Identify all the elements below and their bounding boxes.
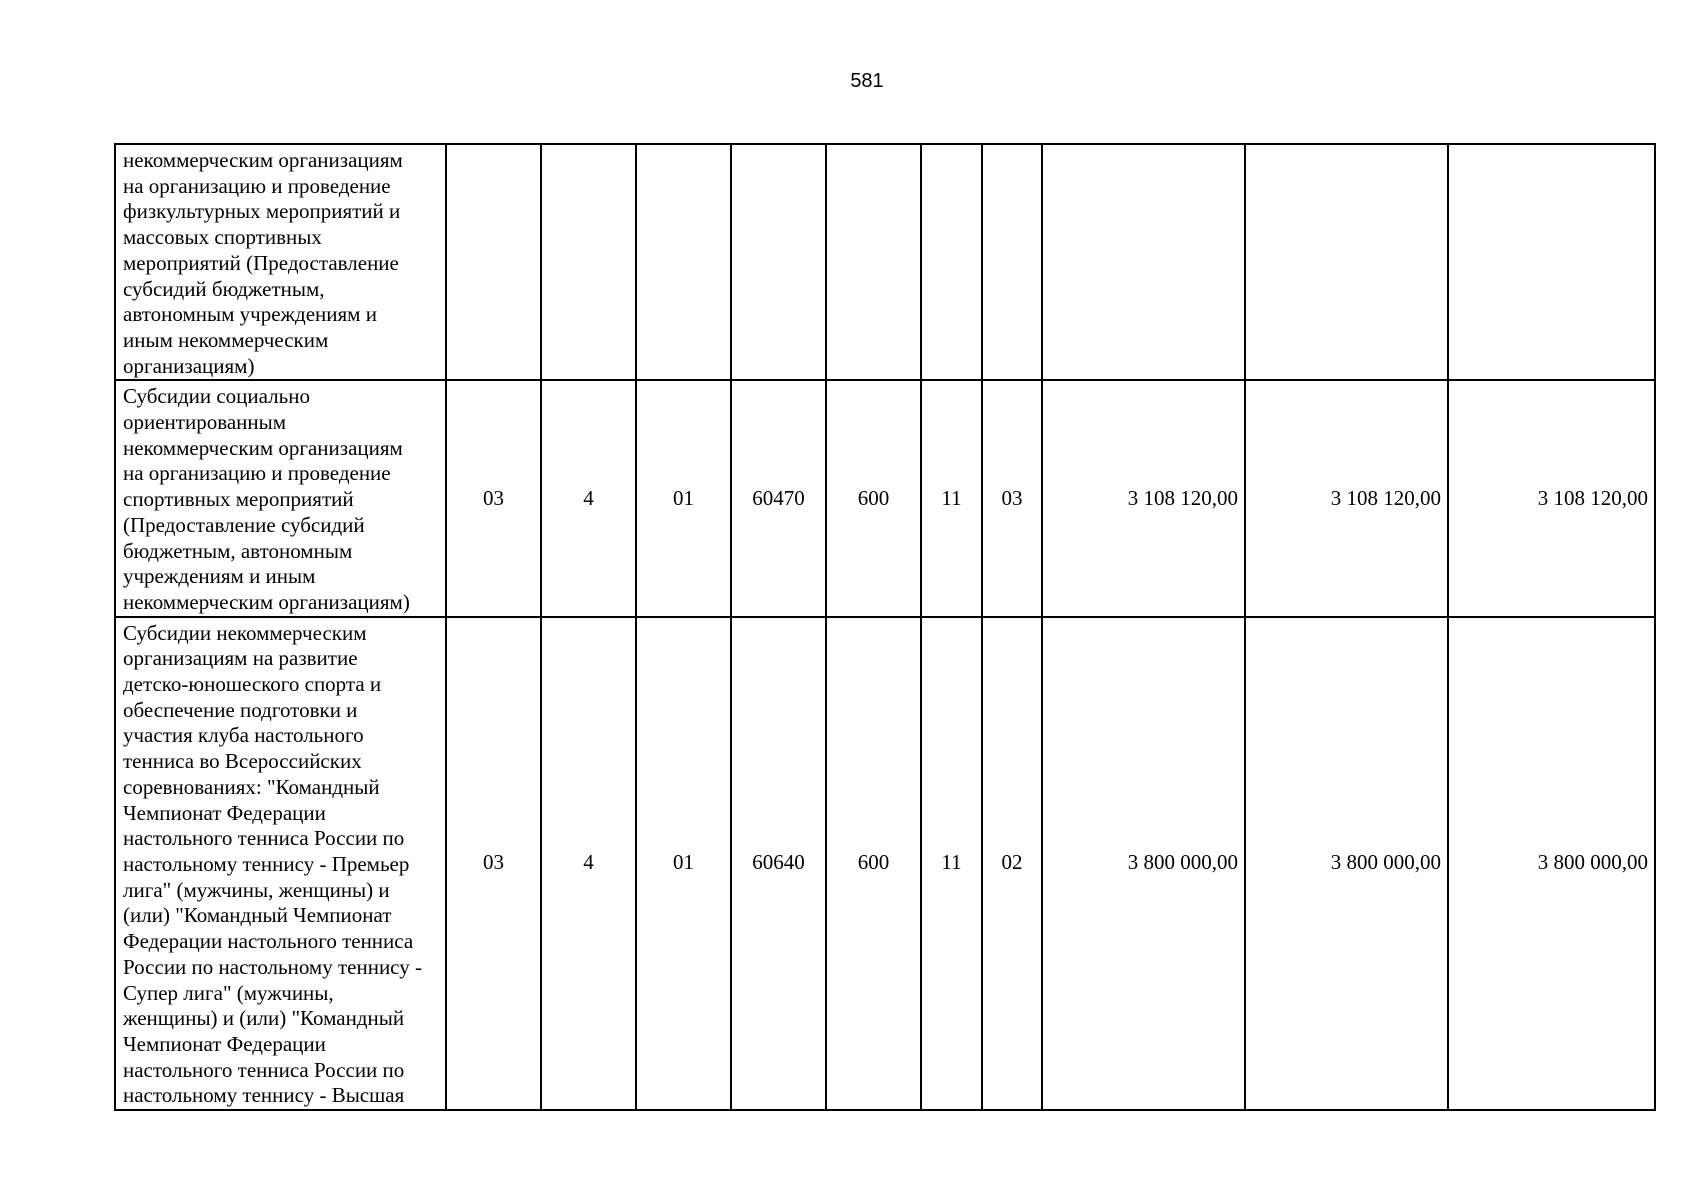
description-line: (или) "Командный Чемпионат — [123, 903, 392, 928]
description-line: на организацию и проведение — [123, 173, 391, 198]
description-line: автономным учреждениям и — [123, 302, 377, 327]
description-line: настольному теннису - Высшая — [123, 1083, 405, 1108]
description-line: женщины) и (или) "Командный — [123, 1006, 405, 1031]
description-line: Субсидии социально — [123, 384, 310, 409]
amount-year-1-cell: 3 108 120,00 — [1042, 380, 1245, 616]
subprogram-code-cell: 4 — [541, 380, 636, 616]
section-cell: 11 — [921, 380, 982, 616]
description-line: обеспечение подготовки и — [123, 697, 358, 722]
description-line: некоммерческим организациям — [123, 435, 403, 460]
description-line: некоммерческим организациям — [123, 148, 403, 172]
main-activity-code-cell — [636, 144, 731, 380]
description-line: ориентированным — [123, 410, 287, 435]
program-code-cell: 03 — [446, 617, 541, 1110]
row-description — [115, 144, 446, 380]
main-activity-code-cell: 01 — [636, 380, 731, 616]
table-row — [115, 380, 1655, 616]
description-line: на организацию и проведение — [123, 461, 391, 486]
subsection-cell — [982, 144, 1042, 380]
description-line: мероприятий (Предоставление — [123, 250, 399, 275]
description-line: некоммерческим организациям) — [123, 589, 410, 614]
description-line: иным некоммерческим — [123, 327, 329, 352]
expense-type-cell: 600 — [826, 617, 921, 1110]
description-line: Супер лига" (мужчины, — [123, 980, 334, 1005]
description-line: Федерации настольного тенниса — [123, 929, 414, 954]
expense-type-cell — [826, 144, 921, 380]
subsection-cell: 02 — [982, 617, 1042, 1110]
program-code-cell — [446, 144, 541, 380]
expense-type-cell: 600 — [826, 380, 921, 616]
section-cell: 11 — [921, 617, 982, 1110]
description-line: Субсидии некоммерческим — [123, 620, 367, 645]
amount-year-1-cell: 3 800 000,00 — [1042, 617, 1245, 1110]
description-line: лига" (мужчины, женщины) и — [123, 877, 390, 902]
description-line: массовых спортивных — [123, 225, 322, 250]
description-line: детско-юношеского спорта и — [123, 672, 382, 697]
subprogram-code-cell — [541, 144, 636, 380]
description-line: спортивных мероприятий — [123, 487, 354, 512]
description-line: настольному теннису - Премьер — [123, 851, 410, 876]
main-activity-code-cell: 01 — [636, 617, 731, 1110]
amount-year-3-cell: 3 108 120,00 — [1448, 380, 1655, 616]
description-line: бюджетным, автономным — [123, 538, 353, 563]
page-number: 581 — [850, 70, 884, 92]
amount-year-1-cell — [1042, 144, 1245, 380]
subprogram-code-cell: 4 — [541, 617, 636, 1110]
description-line: участия клуба настольного — [123, 723, 364, 748]
direction-code-cell: 60470 — [731, 380, 826, 616]
description-line: организациям на развитие — [123, 646, 358, 671]
row-description — [115, 380, 446, 616]
table-row — [115, 617, 1655, 1110]
amount-year-3-cell: 3 800 000,00 — [1448, 617, 1655, 1110]
table-row — [115, 144, 1655, 380]
section-cell — [921, 144, 982, 380]
description-line: физкультурных мероприятий и — [123, 199, 401, 224]
amount-year-2-cell — [1245, 144, 1448, 380]
description-line: России по настольному теннису - — [123, 954, 422, 979]
description-line: Чемпионат Федерации — [123, 1031, 326, 1056]
direction-code-cell — [731, 144, 826, 380]
budget-table — [114, 143, 1656, 1111]
amount-year-2-cell: 3 800 000,00 — [1245, 617, 1448, 1110]
amount-year-2-cell: 3 108 120,00 — [1245, 380, 1448, 616]
description-line: субсидий бюджетным, — [123, 276, 325, 301]
description-line: Чемпионат Федерации — [123, 800, 326, 825]
description-line: соревнованиях: "Командный — [123, 774, 380, 799]
description-line: настольного тенниса России по — [123, 1057, 405, 1082]
program-code-cell: 03 — [446, 380, 541, 616]
description-line: (Предоставление субсидий — [123, 512, 365, 537]
subsection-cell: 03 — [982, 380, 1042, 616]
description-line: организациям) — [123, 353, 255, 378]
description-line: тенниса во Всероссийских — [123, 749, 362, 774]
description-line: настольного тенниса России по — [123, 826, 405, 851]
description-line: учреждениям и иным — [123, 564, 316, 589]
amount-year-3-cell — [1448, 144, 1655, 380]
direction-code-cell: 60640 — [731, 617, 826, 1110]
row-description — [115, 617, 446, 1110]
